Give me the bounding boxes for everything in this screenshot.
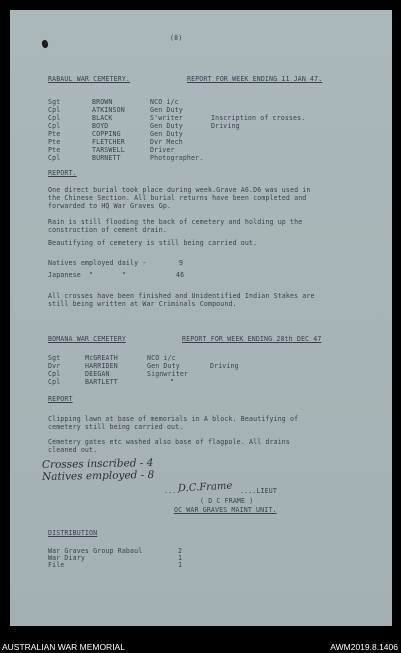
natives-employed-label: Natives employed daily - — [48, 259, 147, 267]
distribution-item: War Diary — [48, 554, 85, 562]
personnel-row: Pte — [48, 146, 61, 154]
rabaul-report-title: REPORT FOR WEEK ENDING 11 JAN 47. — [187, 75, 323, 83]
personnel-duty: Inscription of crosses. — [211, 114, 306, 122]
distribution-count: 1 — [178, 554, 183, 562]
personnel-row: Pte — [48, 130, 61, 138]
personnel-role: Gen Duty — [150, 106, 183, 114]
rabaul-heading: RABAUL WAR CEMETERY. — [48, 75, 131, 83]
personnel-role: " — [170, 378, 175, 386]
personnel-row: Cpl — [48, 370, 61, 378]
signatory-unit: OC WAR GRAVES MAINT UNIT. — [174, 506, 277, 514]
bomana-paragraph-2: Cemetery gates etc washed also base of flagpole. All drains cleaned out. — [48, 438, 291, 454]
personnel-name: ATKINSON — [92, 106, 125, 114]
footer-accession-number: AWM2019.8.1406 — [330, 642, 398, 652]
rabaul-paragraph-4: All crosses have been finished and Unidentified Indian Stakes are still being written at War Criminals Compound. — [48, 292, 315, 308]
personnel-role: NCO i/c — [147, 354, 176, 362]
japanese-employed-value: 46 — [176, 271, 185, 279]
personnel-duty: Driving — [211, 122, 240, 130]
personnel-name: TARSWELL — [92, 146, 125, 154]
footer-institution: AUSTRALIAN WAR MEMORIAL — [2, 642, 125, 652]
rabaul-paragraph-2: Rain is still flooding the back of cemetery and holding up the construction of cement drain. — [48, 218, 303, 234]
personnel-name: FLETCHER — [92, 138, 125, 146]
japanese-employed-label: Japanese " " — [48, 271, 126, 279]
personnel-name: BROWN — [92, 98, 113, 106]
personnel-name: BOYD — [92, 122, 109, 130]
personnel-name: COPPING — [92, 130, 121, 138]
personnel-name: DEEGAN — [85, 370, 110, 378]
bomana-heading: BOMANA WAR CEMETERY — [48, 335, 126, 343]
personnel-name: BARTLETT — [85, 378, 118, 386]
handwritten-crosses-note: Crosses inscribed - 4 — [41, 457, 154, 471]
signature-dots: .... — [164, 487, 181, 495]
personnel-role: Photographer. — [150, 154, 204, 162]
distribution-heading: DISTRIBUTION — [48, 529, 98, 537]
personnel-duty: Driving — [210, 362, 239, 370]
distribution-count: 2 — [178, 547, 183, 555]
bomana-report-title: REPORT FOR WEEK ENDING 28th DEC 47 — [182, 335, 322, 343]
personnel-role: Gen Duty — [147, 362, 180, 370]
personnel-role: S'writer — [150, 114, 183, 122]
personnel-role: NCO i/c — [150, 98, 179, 106]
personnel-role: Signwriter — [147, 370, 189, 378]
distribution-item: File — [48, 561, 65, 569]
personnel-role: Gen Duty — [150, 122, 183, 130]
personnel-row: Pte — [48, 138, 61, 146]
handwritten-natives-note: Natives employed - 8 — [41, 469, 155, 483]
distribution-item: War Graves Group Rabaul — [48, 547, 143, 555]
personnel-row: Dvr — [48, 362, 61, 370]
signatory-name: ( D C FRAME ) — [200, 497, 254, 505]
personnel-row: Sgt — [48, 98, 61, 106]
punch-hole — [41, 39, 49, 49]
rabaul-report-label: REPORT. — [48, 169, 77, 177]
personnel-name: HARRIDEN — [85, 362, 118, 370]
personnel-role: Gen Duty — [150, 130, 183, 138]
personnel-row: Cpl — [48, 114, 61, 122]
signature-rank: ....LIEUT — [240, 487, 277, 495]
personnel-row: Cpl — [48, 122, 61, 130]
personnel-name: McGREATH — [85, 354, 118, 362]
personnel-row: Cpl — [48, 378, 61, 386]
personnel-role: Dvr Mech — [150, 138, 183, 146]
signature: D.C.Frame — [177, 480, 233, 495]
bomana-report-label: REPORT — [48, 395, 73, 403]
distribution-count: 1 — [178, 561, 183, 569]
personnel-row: Sgt — [48, 354, 61, 362]
personnel-name: BLACK — [92, 114, 113, 122]
personnel-role: Driver — [150, 146, 175, 154]
rabaul-paragraph-3: Beautifying of cemetery is still being carried out. — [48, 239, 258, 247]
bomana-paragraph-1: Clipping lawn at base of memorials in A block. Beautifying of cemetery still being carried out. — [48, 415, 299, 431]
personnel-name: BURNETT — [92, 154, 121, 162]
rabaul-paragraph-1: One direct burial took place during week.Grave A6.D6 was used in the Chinese Section. All burial returns have been completed and forwarded to HQ War Graves Gp. — [48, 186, 311, 210]
page-number: (8) — [170, 34, 183, 42]
document-page — [10, 10, 392, 626]
natives-employed-value: 9 — [179, 259, 184, 267]
personnel-row: Cpl — [48, 106, 61, 114]
personnel-row: Cpl — [48, 154, 61, 162]
